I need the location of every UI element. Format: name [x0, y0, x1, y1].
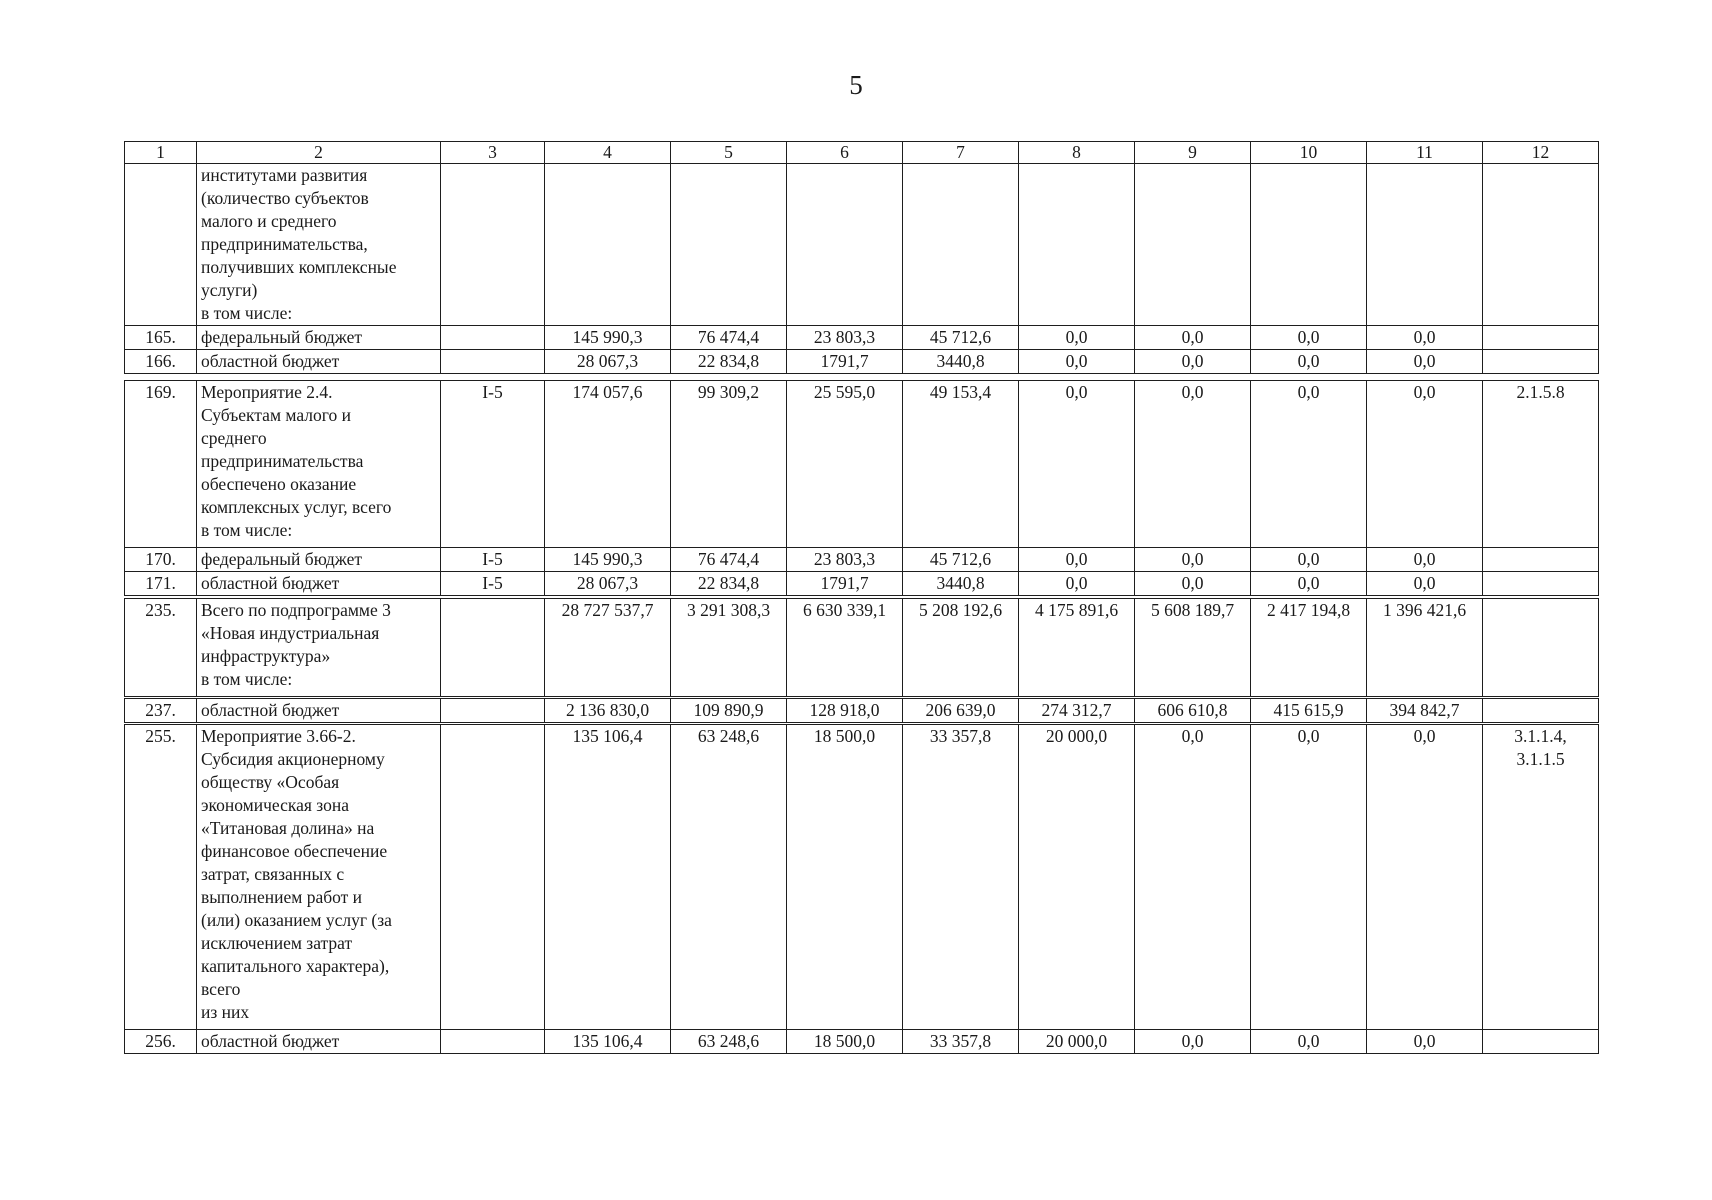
- reference-cell: [1483, 699, 1599, 723]
- value-cell: 394 842,7: [1367, 699, 1483, 723]
- value-cell: 0,0: [1251, 381, 1367, 548]
- value-cell: 0,0: [1135, 381, 1251, 548]
- executor-code: I-5: [441, 381, 545, 548]
- column-header: 12: [1483, 142, 1599, 164]
- value-cell: 4 175 891,6: [1019, 599, 1135, 697]
- value-cell: 1 396 421,6: [1367, 599, 1483, 697]
- table-row: [125, 599, 1599, 697]
- value-cell: 5 208 192,6: [903, 599, 1019, 697]
- value-cell: 0,0: [1367, 350, 1483, 374]
- value-cell: 0,0: [1251, 725, 1367, 1030]
- value-cell: 109 890,9: [671, 699, 787, 723]
- text-line: 3.1.1.5: [1516, 749, 1565, 769]
- text-line: Субсидия акционерному: [201, 749, 385, 769]
- text-line: финансовое обеспечение: [201, 841, 388, 861]
- row-description: [197, 572, 441, 596]
- value-cell: 0,0: [1135, 350, 1251, 374]
- table-row: [125, 699, 1599, 723]
- row-number: 170.: [125, 548, 197, 572]
- value-cell: [1019, 164, 1135, 326]
- table-row: [125, 725, 1599, 1030]
- text-line: в том числе:: [201, 303, 293, 323]
- reference-cell: [1483, 1030, 1599, 1054]
- value-cell: 28 727 537,7: [545, 599, 671, 697]
- value-cell: 0,0: [1367, 548, 1483, 572]
- text-line: инфраструктура»: [201, 646, 331, 666]
- page-number: 5: [849, 70, 863, 100]
- table-row: [125, 548, 1599, 572]
- value-cell: 145 990,3: [545, 326, 671, 350]
- row-number: 237.: [125, 699, 197, 723]
- row-number: 256.: [125, 1030, 197, 1054]
- text-line: услуги): [201, 280, 258, 300]
- value-cell: 145 990,3: [545, 548, 671, 572]
- value-cell: 20 000,0: [1019, 1030, 1135, 1054]
- text-line: в том числе:: [201, 520, 293, 540]
- value-cell: 5 608 189,7: [1135, 599, 1251, 697]
- column-header: 9: [1135, 142, 1251, 164]
- value-cell: 274 312,7: [1019, 699, 1135, 723]
- column-header: 10: [1251, 142, 1367, 164]
- row-description: [197, 725, 441, 1030]
- value-cell: 33 357,8: [903, 725, 1019, 1030]
- value-cell: 0,0: [1367, 572, 1483, 596]
- text-line: предпринимательства,: [201, 234, 368, 254]
- text-line: 3.1.1.4,: [1514, 726, 1567, 746]
- value-cell: 3440,8: [903, 350, 1019, 374]
- reference-cell: [1483, 164, 1599, 326]
- value-cell: [1251, 164, 1367, 326]
- value-cell: 0,0: [1251, 1030, 1367, 1054]
- text-line: областной бюджет: [201, 1031, 340, 1051]
- column-header: 1: [125, 142, 197, 164]
- row-number: 235.: [125, 599, 197, 697]
- value-cell: 0,0: [1251, 326, 1367, 350]
- row-description: [197, 350, 441, 374]
- value-cell: [787, 164, 903, 326]
- table-block: [124, 724, 1599, 1054]
- header-row: [125, 142, 1599, 164]
- reference-cell: [1483, 326, 1599, 350]
- executor-code: [441, 326, 545, 350]
- value-cell: 0,0: [1135, 548, 1251, 572]
- table-row: [125, 350, 1599, 374]
- value-cell: 6 630 339,1: [787, 599, 903, 697]
- text-line: экономическая зона: [201, 795, 349, 815]
- reference-cell: [1483, 572, 1599, 596]
- value-cell: 28 067,3: [545, 350, 671, 374]
- executor-code: [441, 1030, 545, 1054]
- row-number: [125, 164, 197, 326]
- row-number: 166.: [125, 350, 197, 374]
- value-cell: 0,0: [1135, 725, 1251, 1030]
- text-line: (или) оказанием услуг (за: [201, 910, 392, 930]
- value-cell: 45 712,6: [903, 326, 1019, 350]
- value-cell: 0,0: [1251, 350, 1367, 374]
- value-cell: 25 595,0: [787, 381, 903, 548]
- executor-code: I-5: [441, 548, 545, 572]
- table-block: [124, 598, 1599, 697]
- value-cell: 1791,7: [787, 350, 903, 374]
- value-cell: 415 615,9: [1251, 699, 1367, 723]
- table-block: [124, 141, 1599, 374]
- value-cell: 33 357,8: [903, 1030, 1019, 1054]
- text-line: капитального характера),: [201, 956, 390, 976]
- row-description: [197, 548, 441, 572]
- text-line: «Титановая долина» на: [201, 818, 375, 838]
- value-cell: 63 248,6: [671, 1030, 787, 1054]
- value-cell: 0,0: [1019, 572, 1135, 596]
- text-line: обеспечено оказание: [201, 474, 357, 494]
- value-cell: 3 291 308,3: [671, 599, 787, 697]
- value-cell: 3440,8: [903, 572, 1019, 596]
- text-line: предпринимательства: [201, 451, 364, 471]
- reference-cell: [1483, 599, 1599, 697]
- value-cell: 0,0: [1135, 1030, 1251, 1054]
- table-block: [124, 698, 1599, 723]
- value-cell: 22 834,8: [671, 572, 787, 596]
- value-cell: [1367, 164, 1483, 326]
- value-cell: 99 309,2: [671, 381, 787, 548]
- text-line: институтами развития: [201, 165, 368, 185]
- value-cell: 128 918,0: [787, 699, 903, 723]
- column-header: 3: [441, 142, 545, 164]
- row-description: [197, 326, 441, 350]
- value-cell: [545, 164, 671, 326]
- table-block: [124, 380, 1599, 596]
- text-line: областной бюджет: [201, 700, 340, 720]
- value-cell: 76 474,4: [671, 548, 787, 572]
- text-line: затрат, связанных с: [201, 864, 345, 884]
- row-number: 165.: [125, 326, 197, 350]
- reference-cell: [1483, 381, 1599, 548]
- value-cell: 135 106,4: [545, 1030, 671, 1054]
- value-cell: 45 712,6: [903, 548, 1019, 572]
- executor-code: [441, 699, 545, 723]
- text-line: выполнением работ и: [201, 887, 363, 907]
- text-line: Всего по подпрограмме 3: [201, 600, 391, 620]
- row-number: 255.: [125, 725, 197, 1030]
- text-line: исключением затрат: [201, 933, 353, 953]
- column-header: 2: [197, 142, 441, 164]
- text-line: комплексных услуг, всего: [201, 497, 392, 517]
- text-line: федеральный бюджет: [201, 549, 363, 569]
- value-cell: 28 067,3: [545, 572, 671, 596]
- executor-code: [441, 725, 545, 1030]
- value-cell: 135 106,4: [545, 725, 671, 1030]
- table-row: [125, 164, 1599, 326]
- text-line: областной бюджет: [201, 351, 340, 371]
- value-cell: 0,0: [1251, 548, 1367, 572]
- value-cell: 23 803,3: [787, 548, 903, 572]
- value-cell: 0,0: [1019, 350, 1135, 374]
- value-cell: 0,0: [1367, 1030, 1483, 1054]
- row-description: [197, 164, 441, 326]
- row-description: [197, 381, 441, 548]
- value-cell: 206 639,0: [903, 699, 1019, 723]
- value-cell: 76 474,4: [671, 326, 787, 350]
- value-cell: [1135, 164, 1251, 326]
- row-description: [197, 699, 441, 723]
- value-cell: 0,0: [1019, 548, 1135, 572]
- value-cell: 20 000,0: [1019, 725, 1135, 1030]
- value-cell: 1791,7: [787, 572, 903, 596]
- column-header: 7: [903, 142, 1019, 164]
- text-line: (количество субъектов: [201, 188, 369, 208]
- row-number: 171.: [125, 572, 197, 596]
- text-line: «Новая индустриальная: [201, 623, 380, 643]
- value-cell: 0,0: [1019, 326, 1135, 350]
- value-cell: 18 500,0: [787, 725, 903, 1030]
- value-cell: 18 500,0: [787, 1030, 903, 1054]
- column-header: 6: [787, 142, 903, 164]
- text-line: из них: [201, 1002, 250, 1022]
- text-line: Мероприятие 2.4.: [201, 382, 333, 402]
- column-header: 4: [545, 142, 671, 164]
- executor-code: [441, 350, 545, 374]
- value-cell: 23 803,3: [787, 326, 903, 350]
- value-cell: [903, 164, 1019, 326]
- reference-cell: [1483, 350, 1599, 374]
- value-cell: 49 153,4: [903, 381, 1019, 548]
- table-row: [125, 381, 1599, 548]
- value-cell: [671, 164, 787, 326]
- value-cell: 174 057,6: [545, 381, 671, 548]
- text-line: среднего: [201, 428, 267, 448]
- executor-code: [441, 599, 545, 697]
- value-cell: 2 136 830,0: [545, 699, 671, 723]
- value-cell: 63 248,6: [671, 725, 787, 1030]
- value-cell: 0,0: [1251, 572, 1367, 596]
- row-description: [197, 599, 441, 697]
- table-row: [125, 326, 1599, 350]
- text-line: федеральный бюджет: [201, 327, 363, 347]
- value-cell: 0,0: [1135, 326, 1251, 350]
- reference-cell: [1483, 725, 1599, 1030]
- row-number: 169.: [125, 381, 197, 548]
- executor-code: [441, 164, 545, 326]
- value-cell: 2 417 194,8: [1251, 599, 1367, 697]
- value-cell: 0,0: [1367, 725, 1483, 1030]
- reference-cell: [1483, 548, 1599, 572]
- column-header: 8: [1019, 142, 1135, 164]
- text-line: Субъектам малого и: [201, 405, 351, 425]
- value-cell: 0,0: [1019, 381, 1135, 548]
- table-row: [125, 572, 1599, 596]
- text-line: областной бюджет: [201, 573, 340, 593]
- text-line: 2.1.5.8: [1516, 382, 1565, 402]
- value-cell: 0,0: [1135, 572, 1251, 596]
- text-line: в том числе:: [201, 669, 293, 689]
- text-line: Мероприятие 3.66-2.: [201, 726, 356, 746]
- value-cell: 606 610,8: [1135, 699, 1251, 723]
- value-cell: 0,0: [1367, 326, 1483, 350]
- table-row: [125, 1030, 1599, 1054]
- text-line: получивших комплексные: [201, 257, 397, 277]
- executor-code: I-5: [441, 572, 545, 596]
- value-cell: 0,0: [1367, 381, 1483, 548]
- text-line: малого и среднего: [201, 211, 337, 231]
- column-header: 11: [1367, 142, 1483, 164]
- value-cell: 22 834,8: [671, 350, 787, 374]
- text-line: всего: [201, 979, 241, 999]
- row-description: [197, 1030, 441, 1054]
- column-header: 5: [671, 142, 787, 164]
- text-line: обществу «Особая: [201, 772, 340, 792]
